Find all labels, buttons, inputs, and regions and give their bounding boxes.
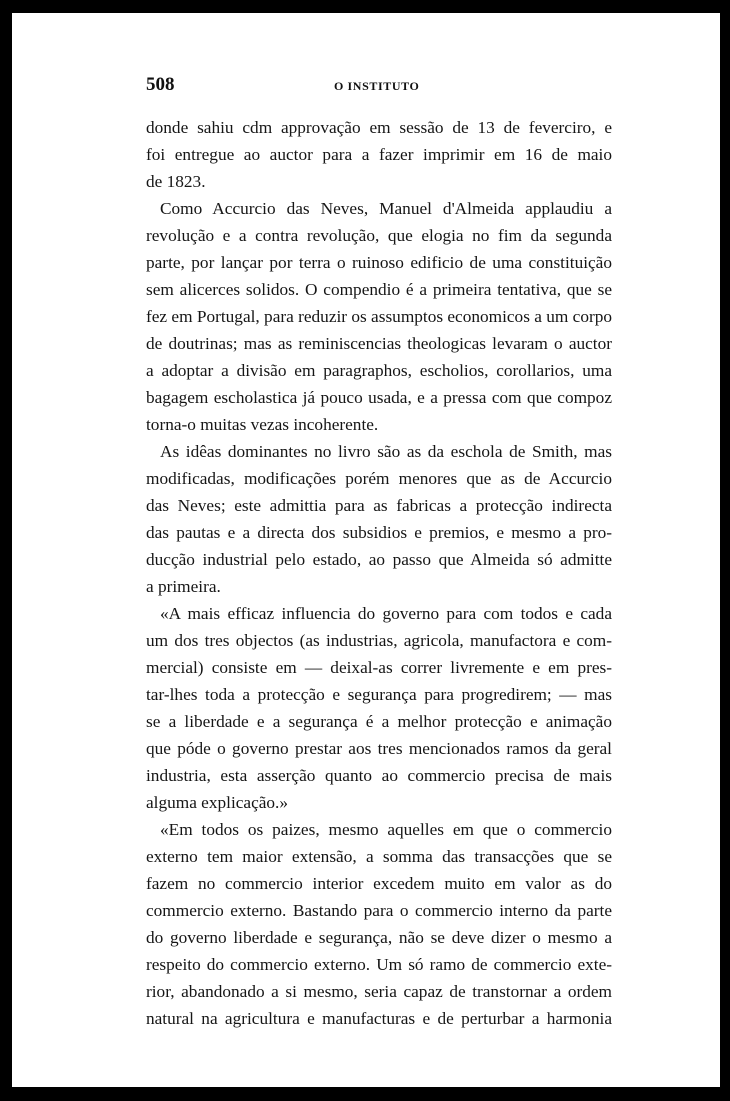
text-line: tar-lhes toda a protecção e segurança para progredirem; — mas	[146, 685, 612, 704]
text-line: «A mais efficaz influencia do governo para com todos e cada	[160, 604, 612, 623]
running-title: O INSTITUTO	[334, 79, 420, 93]
page-number: 508	[146, 74, 175, 95]
text-line: de 1823.	[146, 172, 206, 191]
text-line: respeito do commercio externo. Um só ramo de commercio exte-	[146, 955, 612, 974]
text-line: donde sahiu cdm approvação em sessão de 13 de feverciro, e	[146, 118, 612, 137]
text-line: se a liberdade e a segurança é a melhor protecção e animação	[146, 712, 612, 731]
text-line: a primeira.	[146, 577, 221, 596]
text-line: mercial) consiste em — deixal-as correr livremente e em pres-	[146, 658, 612, 677]
text-line: fez em Portugal, para reduzir os assumptos economicos a um corpo	[146, 307, 612, 326]
body-text	[146, 114, 612, 1032]
text-line: foi entregue ao auctor para a fazer imprimir em 16 de maio	[146, 145, 612, 164]
text-line: Como Accurcio das Neves, Manuel d'Almeida applaudiu a	[160, 199, 612, 218]
text-line: As idêas dominantes no livro são as da eschola de Smith, mas	[160, 442, 612, 461]
text-line: alguma explicação.»	[146, 793, 289, 812]
text-line: um dos tres objectos (as industrias, agricola, manufactora e com-	[146, 631, 612, 650]
text-line: externo tem maior extensão, a somma das transacções que se	[146, 847, 612, 866]
text-line: ducção industrial pelo estado, ao passo que Almeida só admitte	[146, 550, 612, 569]
text-line: das pautas e a directa dos subsidios e premios, e mesmo a pro-	[146, 523, 612, 542]
text-line: a adoptar a divisão em paragraphos, escholios, corollarios, uma	[146, 361, 612, 380]
page-header	[146, 74, 612, 98]
text-line: natural na agricultura e manufacturas e de perturbar a harmonia	[146, 1009, 612, 1028]
text-line: parte, por lançar por terra o ruinoso edificio de uma constituição	[146, 253, 612, 272]
text-line: das Neves; este admittia para as fabricas a protecção indirecta	[146, 496, 612, 515]
text-line: «Em todos os paizes, mesmo aquelles em que o commercio	[160, 820, 612, 839]
text-line: do governo liberdade e segurança, não se deve dizer o mesmo a	[146, 928, 612, 947]
text-line: que póde o governo prestar aos tres mencionados ramos da geral	[146, 739, 612, 758]
text-line: torna-o muitas vezas incoherente.	[146, 415, 379, 434]
text-line: industria, esta asserção quanto ao commercio precisa de mais	[146, 766, 612, 785]
text-line: modificadas, modificações porém menores que as de Accurcio	[146, 469, 612, 488]
text-line: bagagem escholastica já pouco usada, e a pressa com que compoz	[146, 388, 612, 407]
text-line: fazem no commercio interior excedem muito em valor as do	[146, 874, 612, 893]
text-line: rior, abandonado a si mesmo, seria capaz de transtornar a ordem	[146, 982, 612, 1001]
text-line: de doutrinas; mas as reminiscencias theologicas levaram o auctor	[146, 334, 612, 353]
text-line: sem alicerces solidos. O compendio é a primeira tentativa, que se	[146, 280, 612, 299]
text-line: revolução e a contra revolução, que elogia no fim da segunda	[146, 226, 612, 245]
text-line: commercio externo. Bastando para o commercio interno da parte	[146, 901, 612, 920]
